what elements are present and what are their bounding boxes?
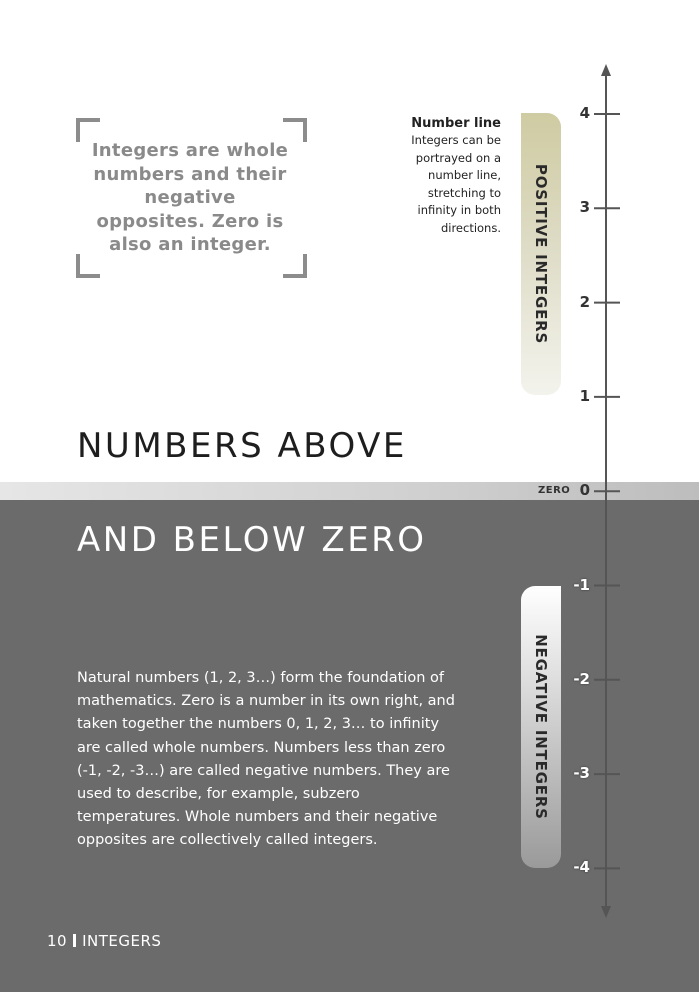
tick-label: 2 — [579, 292, 590, 311]
positive-integers-label: POSITIVE INTEGERS — [532, 163, 550, 345]
page-title-line-1: NUMBERS ABOVE — [77, 426, 407, 466]
section-name: INTEGERS — [82, 932, 162, 950]
tick-label: -2 — [573, 669, 590, 688]
page-number: 10 — [47, 932, 68, 950]
quote-bracket-bottom-left — [76, 254, 100, 278]
tick-label: 4 — [579, 104, 590, 122]
page-title-line-2: AND BELOW ZERO — [77, 520, 427, 560]
caption-body: Integers can be portrayed on a number line, stretching to infinity in both directions. — [411, 133, 501, 235]
body-paragraph: Natural numbers (1, 2, 3…) form the foundation of mathematics. Zero is a number in its own right, and taken together the numbers 0, 1, 2, 3… to infinity are called whole numbers. Numbers less than zero (-1, -2, -3…) are called negative numbers. They are used to describe, for example, subzero temperatures. Whole numbers and their negative opposites are collectively called integers. — [77, 670, 455, 849]
negative-integers-label: NEGATIVE INTEGERS — [532, 634, 550, 820]
tick-label: 3 — [579, 198, 590, 217]
pull-quote: Integers are whole numbers and their negative opposites. Zero is also an integer. — [91, 140, 289, 255]
tick-label: -3 — [573, 764, 590, 783]
footer-separator — [73, 934, 76, 947]
tick-label: -4 — [573, 858, 590, 877]
caption-title: Number line — [411, 116, 501, 131]
tick-label: 1 — [579, 386, 590, 405]
negative-integers-bar — [521, 586, 561, 868]
footer — [47, 932, 161, 950]
zero-band — [0, 482, 699, 500]
quote-bracket-bottom-right — [283, 254, 307, 278]
arrow-up-icon — [601, 64, 611, 76]
number-line-caption — [392, 115, 501, 237]
tick-label: 0 — [579, 481, 590, 500]
zero-word: ZERO — [538, 485, 571, 496]
positive-integers-bar — [521, 113, 561, 395]
tick-label: -1 — [573, 575, 590, 594]
